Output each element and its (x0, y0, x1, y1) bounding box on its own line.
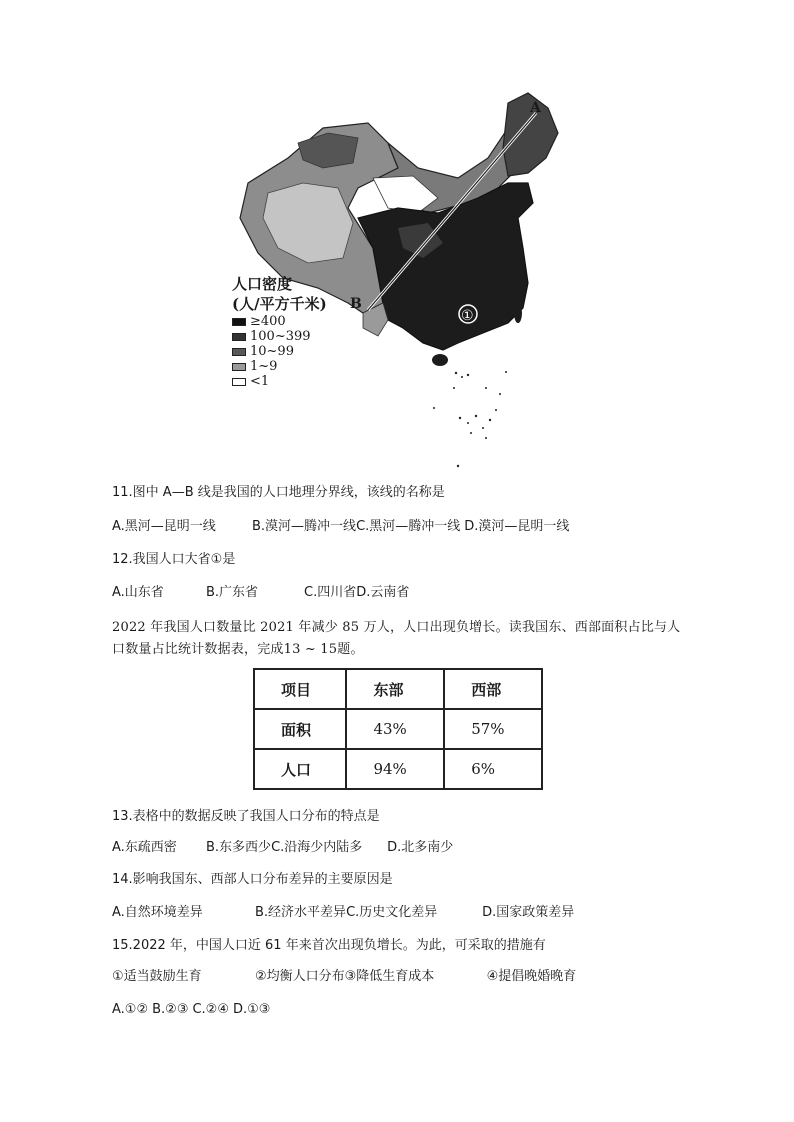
passage-intro: 2022 年我国人口数量比 2021 年减少 85 万人，人口出现负增长。读我国东、西部面积占比与人口数量占比统计数据表，完成13 ~ 15题。 (112, 620, 681, 657)
legend-label: 100~399 (250, 329, 311, 344)
line-label-a: A (530, 100, 541, 116)
question-11-option-b: B.漠河—腾冲一线 (252, 519, 357, 534)
question-15-options (112, 1001, 270, 1019)
table-cell: 94% (346, 749, 444, 789)
table-header-cell: 西部 (444, 669, 542, 709)
question-12-option-a: A.山东省 (112, 585, 164, 600)
table-cell: 6% (444, 749, 542, 789)
question-13-option-c: C.沿海少内陆多 (271, 840, 363, 855)
question-11-option-d: D.漠河—昆明一线 (464, 519, 570, 534)
question-15-option-b: B.②③ (152, 1002, 189, 1017)
question-11-stem: 11.图中 A—B 线是我国的人口地理分界线，该线的名称是 (112, 485, 445, 500)
table-row (254, 709, 542, 749)
question-12-option-b: B.广东省 (206, 585, 259, 600)
question-15-stem: 15.2022 年，中国人口近 61 年来首次出现负增长。为此，可采取的措施有 (112, 938, 546, 953)
question-14-option-a: A.自然环境差异 (112, 905, 203, 920)
question-15-measures (112, 968, 576, 986)
question-13-option-d: D.北多南少 (387, 840, 454, 855)
question-15-option-a: A.①② (112, 1002, 149, 1017)
table-cell: 57% (444, 709, 542, 749)
question-13-option-b: B.东多西少 (206, 840, 272, 855)
question-15-measure-2: ②均衡人口分布 (255, 969, 345, 984)
legend-swatch (232, 333, 246, 341)
south-sea-islands (433, 371, 507, 467)
table-cell: 人口 (254, 749, 346, 789)
area-population-table (253, 668, 543, 790)
question-15-measure-1: ①适当鼓励生育 (112, 969, 202, 984)
line-label-b: B (350, 296, 362, 312)
legend-item (232, 374, 327, 389)
question-12-option-d: D.云南省 (356, 585, 410, 600)
question-13-options (112, 839, 453, 857)
question-15-measure-3: ③降低生育成本 (344, 969, 435, 984)
legend-label: <1 (250, 374, 270, 389)
question-14-option-b: B.经济水平差异 (255, 905, 347, 920)
question-14-options (112, 904, 574, 922)
table-cell: 面积 (254, 709, 346, 749)
table-header-cell: 东部 (346, 669, 444, 709)
legend-item (232, 314, 327, 329)
taiwan-island (514, 303, 522, 323)
question-14-stem: 14.影响我国东、西部人口分布差异的主要原因是 (112, 872, 393, 887)
legend-swatch (232, 378, 246, 386)
table-header-cell: 项目 (254, 669, 346, 709)
question-15-option-c: C.②④ (192, 1002, 229, 1017)
legend-unit: (人/平方千米) (232, 295, 327, 313)
question-12-option-c: C.四川省 (304, 585, 357, 600)
legend-label: ≥400 (250, 314, 286, 329)
question-15-option-d: D.①③ (233, 1002, 271, 1017)
question-11-options (112, 518, 569, 536)
legend-item (232, 329, 327, 344)
question-14-option-d: D.国家政策差异 (482, 905, 575, 920)
question-15-measure-4: ④提倡晚婚晚育 (486, 969, 577, 984)
table-cell: 43% (346, 709, 444, 749)
legend-swatch (232, 318, 246, 326)
legend-item (232, 344, 327, 359)
legend-item (232, 359, 327, 374)
legend-rows (232, 314, 327, 389)
hainan-island (432, 354, 448, 366)
question-12-stem: 12.我国人口大省①是 (112, 552, 236, 567)
question-11-option-a: A.黑河—昆明一线 (112, 519, 216, 534)
table-header-row (254, 669, 542, 709)
legend-title: 人口密度 (232, 275, 293, 293)
legend-swatch (232, 348, 246, 356)
question-13-option-a: A.东疏西密 (112, 840, 177, 855)
question-14-option-c: C.历史文化差异 (346, 905, 438, 920)
province-marker: ① (461, 308, 474, 324)
legend-label: 10~99 (250, 344, 294, 359)
question-11-option-c: C.黑河—腾冲一线 (356, 519, 461, 534)
question-13-stem: 13.表格中的数据反映了我国人口分布的特点是 (112, 809, 380, 824)
question-12-options (112, 584, 409, 602)
legend-label: 1~9 (250, 359, 278, 374)
table-row (254, 749, 542, 789)
legend-swatch (232, 363, 246, 371)
map-legend (232, 274, 327, 389)
